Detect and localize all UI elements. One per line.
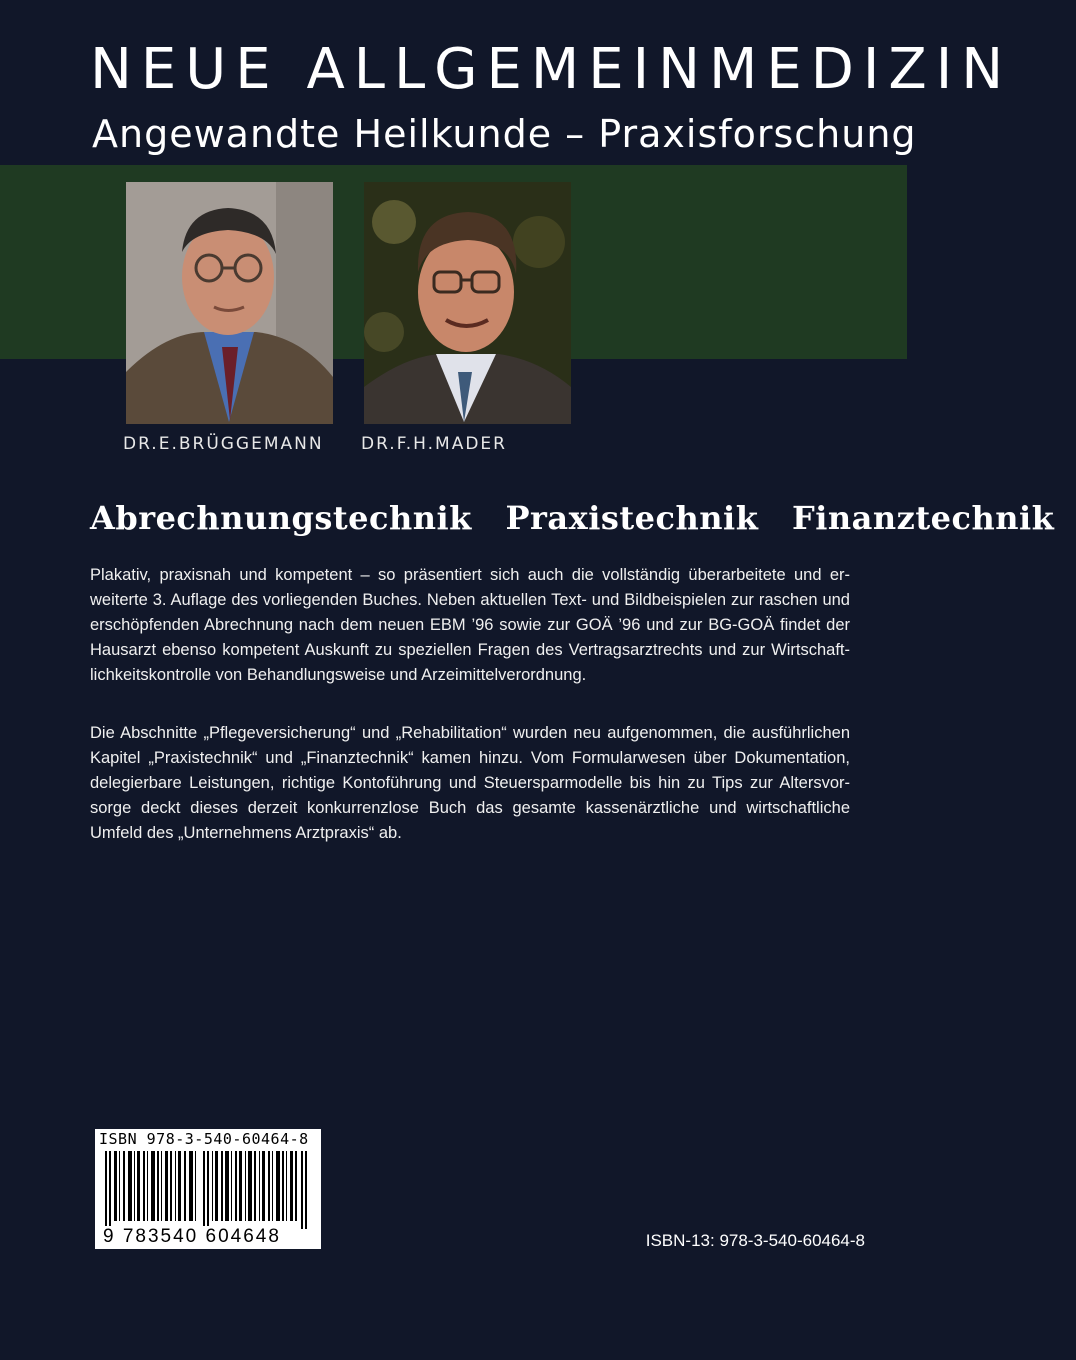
author-caption: DR.E.BRÜGGEMANN — [123, 434, 324, 454]
barcode-isbn-label: ISBN 978-3-540-60464-8 — [99, 1130, 309, 1148]
barcode-bars — [105, 1151, 311, 1229]
author-photo-mader — [364, 182, 571, 424]
barcode — [95, 1129, 321, 1249]
series-subtitle: Angewandte Heilkunde – Praxisforschung — [92, 112, 917, 156]
series-title: NEUE ALLGEMEINMEDIZIN — [90, 37, 1013, 102]
blurb-paragraph: Plakativ, praxisnah und kompetent – so präsentiert sich auch die vollständig überarbeitete und erweiterte 3. Auflage des vorliegenden Buches. Neben aktuellen Text- und Bildbeispielen zur raschen und erschöpfenden Abrechnung nach dem neuen EBM ’96 sowie zur GOÄ ’96 und zur BG-GOÄ findet der Hausarzt ebenso kompetent Auskunft zu speziellen Fragen des Vertragsarztrechts und zur Wirtschaftlichkeitskontrolle von Behandlungsweise und Arzeimittelverordnung. — [90, 566, 850, 684]
author-photo-brueggemann — [126, 182, 333, 424]
barcode-digits: 9 783540 604648 — [103, 1226, 281, 1247]
author-caption: DR.F.H.MADER — [361, 434, 507, 454]
topic-label: Praxistechnik — [505, 499, 759, 537]
topic-label: Abrechnungstechnik — [90, 499, 472, 537]
isbn-13: ISBN-13: 978-3-540-60464-8 — [645, 1231, 865, 1250]
topic-label: Finanztechnik — [792, 499, 1055, 537]
topics-heading — [90, 496, 1055, 540]
blurb-paragraph: Die Abschnitte „Pflegeversicherung“ und „Rehabilitation“ wurden neu aufgenommen, die ausführlichen Kapitel „Praxistechnik“ und „Finanztechnik“ kamen hinzu. Vom Formularwesen über Dokumentation, delegierbare Leistungen, richtige Kontoführung und Steuersparmodelle bis hin zu Tips zur Altersvorsorge deckt dieses derzeit konkurrenzlose Buch das gesamte kassenärztliche und wirtschaftliche Umfeld des „Unternehmens Arztpraxis“ ab. — [90, 724, 850, 842]
